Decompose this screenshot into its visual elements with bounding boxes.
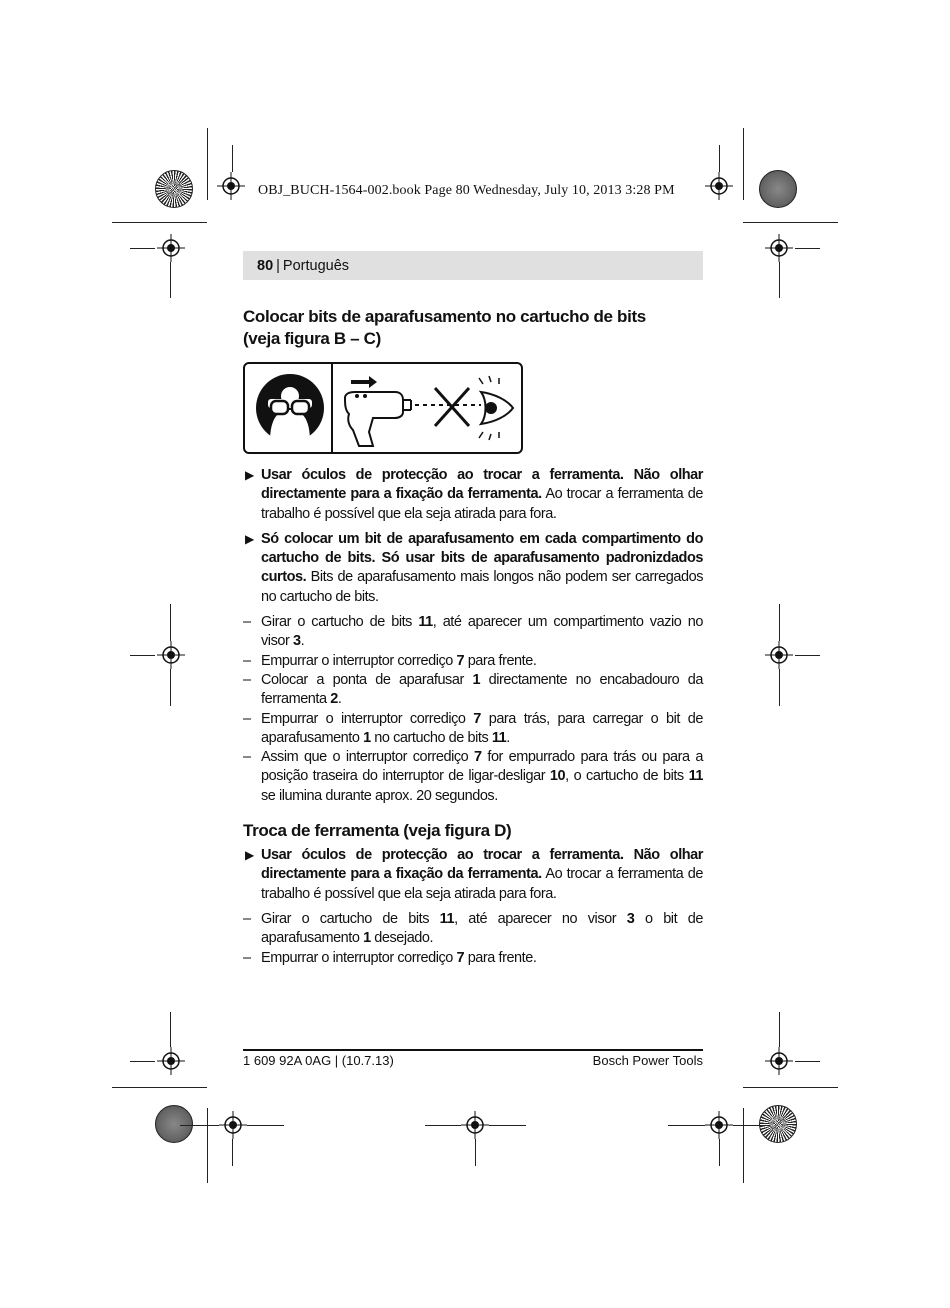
crop-line bbox=[170, 262, 171, 298]
registration-mark-icon bbox=[157, 1047, 185, 1075]
registration-mark-icon bbox=[765, 234, 793, 262]
procedure-step: – Girar o cartucho de bits 11, até aparecer um compartimento vazio no visor 3. bbox=[243, 614, 703, 650]
crop-line bbox=[170, 1012, 171, 1047]
crop-line bbox=[743, 1108, 744, 1183]
crop-line bbox=[719, 1139, 720, 1166]
crop-line bbox=[489, 1125, 526, 1126]
dash-bullet: – bbox=[243, 949, 251, 966]
crop-line bbox=[112, 222, 207, 223]
crop-line bbox=[130, 248, 155, 249]
crop-line bbox=[170, 669, 171, 706]
safety-pictogram bbox=[243, 362, 523, 454]
gray-disc-mark bbox=[759, 170, 797, 208]
registration-mark-icon bbox=[765, 641, 793, 669]
header-language: Português bbox=[282, 257, 350, 274]
section-title: Troca de ferramenta (veja figura D) bbox=[243, 821, 512, 841]
footer-doc-number: 1 609 92A 0AG | (10.7.13) bbox=[243, 1053, 394, 1068]
instruction-bold: Usar óculos de protecção ao trocar a ferramenta. Não olhar directamente para a fixação da ferramenta. bbox=[261, 467, 703, 503]
triangle-bullet-icon: ▶ bbox=[245, 848, 254, 863]
crop-line bbox=[232, 145, 233, 172]
crop-line bbox=[130, 1061, 155, 1062]
safety-goggles-icon bbox=[254, 370, 326, 446]
registration-mark-icon bbox=[705, 172, 733, 200]
registration-mark-icon bbox=[765, 1047, 793, 1075]
crop-line bbox=[743, 1087, 838, 1088]
crop-line bbox=[425, 1125, 461, 1126]
crop-line bbox=[795, 655, 820, 656]
dash-bullet: – bbox=[243, 910, 251, 927]
crop-line bbox=[795, 248, 820, 249]
print-slug: OBJ_BUCH-1564-002.book Page 80 Wednesday, July 10, 2013 3:28 PM bbox=[258, 183, 675, 198]
registration-mark-icon bbox=[217, 172, 245, 200]
crop-line bbox=[207, 1108, 208, 1183]
crop-line bbox=[719, 145, 720, 172]
crop-line bbox=[668, 1125, 705, 1126]
instruction-text: Ao trocar a ferramenta de trabalho é possível que ela seja atirada para fora. bbox=[261, 866, 703, 902]
color-wheel-mark bbox=[155, 170, 193, 208]
dash-bullet: – bbox=[243, 749, 251, 766]
procedure-step: – Colocar a ponta de aparafusar 1 directamente no encabadouro da ferramenta 2. bbox=[243, 671, 704, 708]
crop-line bbox=[112, 1087, 207, 1088]
instruction-text: Ao trocar a ferramenta de trabalho é possível que ela seja atirada para fora. bbox=[261, 486, 703, 522]
registration-mark-icon bbox=[219, 1111, 247, 1139]
crop-line bbox=[795, 1061, 820, 1062]
pictogram-divider bbox=[331, 364, 333, 452]
procedure-step: – Empurrar o interruptor corrediço 7 para frente. bbox=[243, 652, 703, 671]
crop-line bbox=[733, 1125, 770, 1126]
safety-instruction bbox=[243, 530, 703, 607]
dash-bullet: – bbox=[243, 614, 251, 631]
safety-instruction bbox=[243, 466, 703, 524]
triangle-bullet-icon: ▶ bbox=[245, 531, 254, 546]
dash-bullet: – bbox=[243, 671, 251, 688]
registration-mark-icon bbox=[157, 234, 185, 262]
crop-line bbox=[743, 222, 838, 223]
instruction-bold: Usar óculos de protecção ao trocar a ferramenta. Não olhar directamente para a fixação da ferramenta. bbox=[261, 847, 703, 883]
crop-line bbox=[232, 1139, 233, 1166]
crop-line bbox=[207, 128, 208, 200]
crop-line bbox=[779, 604, 780, 641]
crop-line bbox=[475, 1139, 476, 1166]
crop-line bbox=[180, 1125, 219, 1126]
color-wheel-mark bbox=[759, 1105, 797, 1143]
triangle-bullet-icon: ▶ bbox=[245, 468, 254, 482]
registration-mark-icon bbox=[157, 641, 185, 669]
section-title-line: (veja figura B – C) bbox=[243, 329, 381, 348]
safety-instruction bbox=[243, 846, 703, 904]
section-title-line: Colocar bits de aparafusamento no cartucho de bits bbox=[243, 307, 646, 326]
page-number: 80 bbox=[257, 257, 274, 274]
footer-brand: Bosch Power Tools bbox=[592, 1053, 703, 1068]
dash-bullet: – bbox=[243, 710, 251, 727]
gray-disc-mark bbox=[155, 1105, 193, 1143]
instruction-text: Bits de aparafusamento mais longos não podem ser carregados no cartucho de bits. bbox=[261, 569, 703, 605]
crop-line bbox=[779, 669, 780, 706]
crop-line bbox=[779, 262, 780, 298]
page-content bbox=[243, 306, 703, 968]
registration-mark-icon bbox=[461, 1111, 489, 1139]
crop-line bbox=[247, 1125, 284, 1126]
procedure-step: – Empurrar o interruptor corrediço 7 para frente. bbox=[243, 949, 703, 968]
crop-line bbox=[130, 655, 155, 656]
instruction-bold: Só colocar um bit de aparafusamento em cada compartimento do cartucho de bits. Só usar bits de aparafusamento padronizdados curtos. bbox=[261, 530, 703, 586]
procedure-step: – Empurrar o interruptor corrediço 7 para trás, para carregar o bit de aparafusamento 1 no cartucho de bits 11. bbox=[243, 710, 703, 746]
dash-bullet: – bbox=[243, 652, 251, 669]
header-separator: | bbox=[276, 257, 280, 274]
eye-injury-warning-icon bbox=[337, 370, 519, 450]
footer-rule bbox=[243, 1049, 703, 1051]
page-header bbox=[243, 251, 703, 280]
crop-line bbox=[743, 128, 744, 200]
procedure-step: – Girar o cartucho de bits 11, até aparecer no visor 3 o bit de aparafusamento 1 desejado. bbox=[243, 910, 703, 947]
crop-line bbox=[170, 604, 171, 641]
section-title bbox=[243, 306, 703, 350]
crop-line bbox=[779, 1012, 780, 1047]
procedure-step: – Assim que o interruptor corrediço 7 for empurrado para trás ou para a posição traseira do interruptor de ligar-desligar 10, o cartucho de bits 11 se ilumina durante aprox. 20 segundos. bbox=[243, 749, 703, 804]
registration-mark-icon bbox=[705, 1111, 733, 1139]
